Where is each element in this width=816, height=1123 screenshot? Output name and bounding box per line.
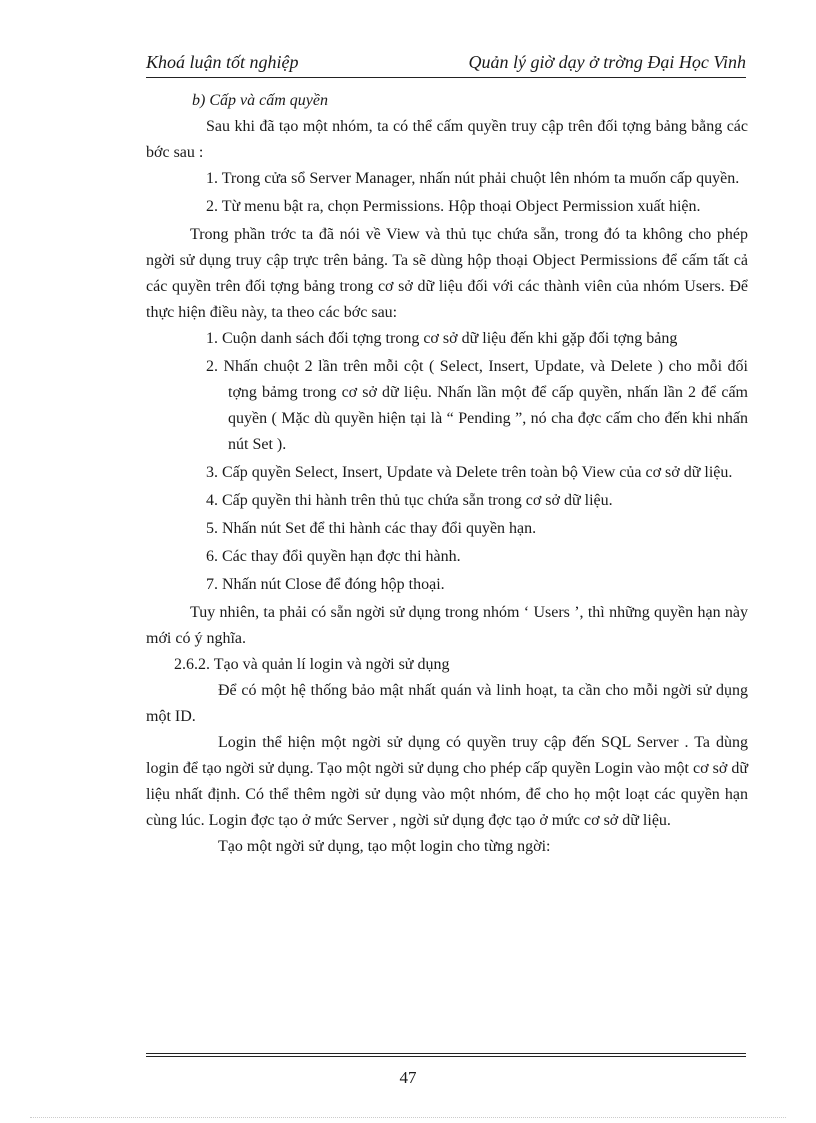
subsection-title: b) Cấp và cấm quyền: [192, 92, 328, 109]
list-item: 1. Cuộn danh sách đối tợng trong cơ sở dữ liệu đến khi gặp đối tợng bảng: [206, 330, 678, 347]
list-item: 6. Các thay đổi quyền hạn đợc thi hành.: [206, 548, 461, 565]
footer-rule-top: [146, 1053, 746, 1054]
page-header: [146, 50, 746, 76]
paragraph: Tuy nhiên, ta phải có sẵn ngời sử dụng trong nhóm ‘ Users ’, thì những quyền hạn này mới có ý nghĩa.: [146, 604, 748, 647]
step-list: [146, 166, 748, 220]
step-list: [146, 326, 748, 598]
paragraph: Tạo một ngời sử dụng, tạo một login cho từng ngời:: [218, 838, 551, 855]
list-item: 3. Cấp quyền Select, Insert, Update và Delete trên toàn bộ View của cơ sở dữ liệu.: [206, 464, 733, 481]
header-left-title: Khoá luận tốt nghiệp: [146, 52, 299, 72]
list-item: 2. Nhấn chuột 2 lần trên mỗi cột ( Select, Insert, Update, và Delete ) cho mỗi đối tợng bảmg trong cơ sở dữ liệu. Nhấn lần một để cấp quyền, nhấn lần 2 để cấm quyền ( Mặc dù quyền hiện tại là “ Pending ”, nó cha đợc cấm cho đến khi nhấn nút Set ).: [206, 358, 748, 453]
section-title: 2.6.2. Tạo và quản lí login và ngời sử dụng: [174, 656, 450, 673]
page-body: [146, 88, 748, 860]
footer-rule-bottom: [146, 1056, 746, 1057]
header-rule: [146, 77, 746, 78]
list-item: 5. Nhấn nút Set để thi hành các thay đổi quyền hạn.: [206, 520, 537, 537]
list-item: 4. Cấp quyền thi hành trên thủ tục chứa sẵn trong cơ sở dữ liệu.: [206, 492, 613, 509]
footer-dotted-line: [30, 1117, 786, 1118]
paragraph: Trong phần trớc ta đã nói về View và thủ tục chứa sẵn, trong đó ta không cho phép ngời sử dụng truy cập trực trên bảng. Ta sẽ dùng hộp thoại Object Permissions để cấm tất cả các quyền trên đối tợng bảng trong cơ sở dữ liệu đối với các thành viên của nhóm Users. Để thực hiện điều này, ta theo các bớc sau:: [146, 226, 748, 321]
page-number: 47: [399, 1068, 417, 1087]
list-item: 2. Từ menu bật ra, chọn Permissions. Hộp thoại Object Permission xuất hiện.: [206, 198, 701, 215]
paragraph: Login thể hiện một ngời sử dụng có quyền truy cập đến SQL Server . Ta dùng login để tạo ngời sử dụng. Tạo một ngời sử dụng cho phép cấp quyền Login vào một cơ sở dữ liệu nhất định. Có thể thêm ngời sử dụng vào một nhóm, để cho họ một loạt các quyền hạn cùng lúc. Login đợc tạo ở mức Server , ngời sử dụng đợc tạo ở mức cơ sở dữ liệu.: [146, 734, 748, 829]
list-item: 7. Nhấn nút Close để đóng hộp thoại.: [206, 576, 445, 593]
paragraph: Để có một hệ thống bảo mật nhất quán và linh hoạt, ta cần cho mỗi ngời sử dụng một ID.: [146, 682, 748, 725]
list-item: 1. Trong cửa sổ Server Manager, nhấn nút phải chuột lên nhóm ta muốn cấp quyền.: [206, 170, 740, 187]
header-right-title: Quản lý giờ dạy ở trờng Đại Học Vinh: [468, 52, 746, 72]
paragraph: Sau khi đã tạo một nhóm, ta có thể cấm quyền truy cập trên đối tợng bảng bằng các bớc sau :: [146, 118, 748, 161]
